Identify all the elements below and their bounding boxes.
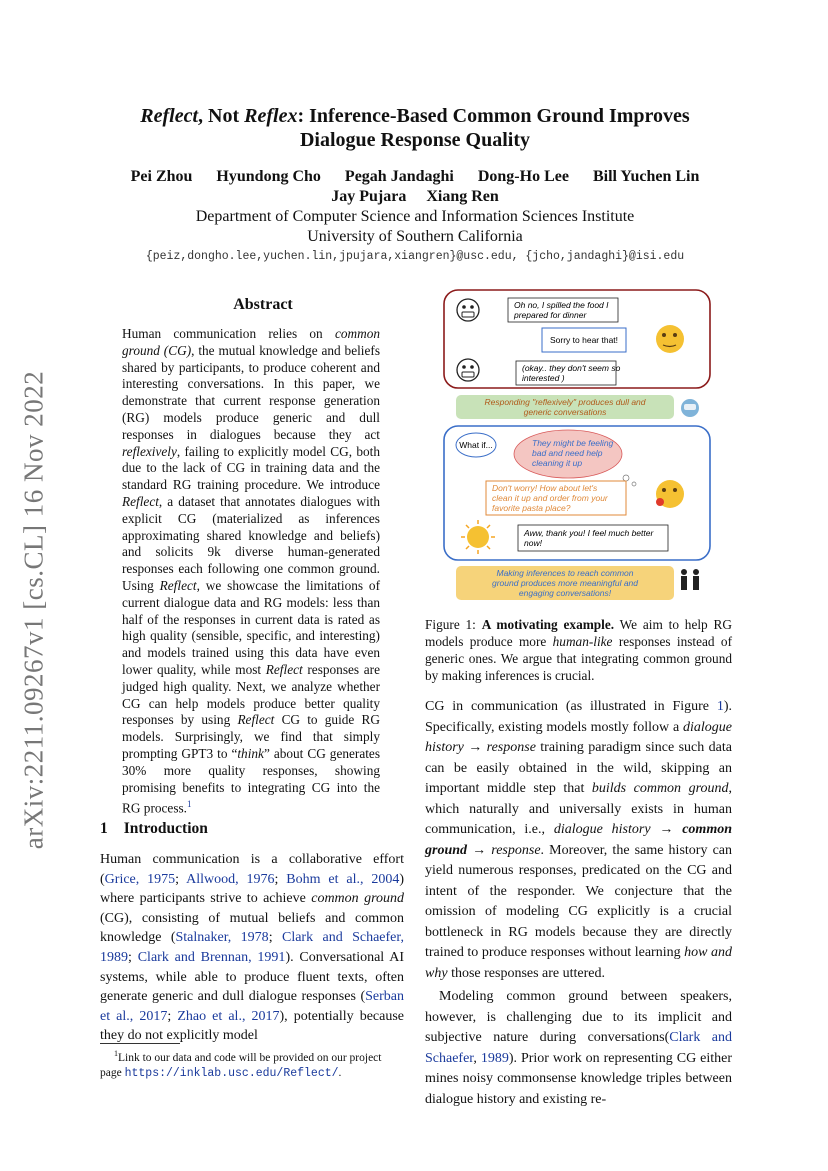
footnote-divider xyxy=(100,1043,180,1044)
two-people-icon xyxy=(681,569,699,590)
affiliation: Department of Computer Science and Information Sciences Institute xyxy=(195,208,635,225)
paragraph: CG in communication (as illustrated in Figure 1). Specifically, existing models mostly follow a dialogue history → response training paradigm since such data can be easily obtained in the wild, skipping an important middle step that builds common ground, which naturally and universally exists in human communication, i.e., dialogue history → common ground → response. Moreover, the same history can yield numerous responses, predicated on the CG and intent of the responder. We conjecture that the omission of modeling CG explicitly is a crucial bottleneck in RG models because they are directly trained to produce responses without learning how and why those responses are uttered. xyxy=(425,699,732,981)
citation-link[interactable]: Bohm et al., 2004 xyxy=(286,871,400,887)
affiliation: University of Southern California xyxy=(307,228,523,245)
figure-ref-link[interactable]: 1 xyxy=(716,699,724,714)
bubble-text: favorite pasta place? xyxy=(492,503,571,513)
citation-link[interactable]: Clark and Schaefer xyxy=(425,1030,732,1066)
author: Dong-Ho Lee xyxy=(477,168,569,185)
bubble-text: (okay.. they don't seem so xyxy=(522,363,621,373)
citation-link[interactable]: Zhao et al., 2017 xyxy=(177,1008,280,1024)
abstract-heading: Abstract xyxy=(233,296,293,313)
worried-face-icon xyxy=(457,359,479,381)
citation-link[interactable]: Serban et al., 2017 xyxy=(100,989,404,1024)
banner-text: engaging conversations! xyxy=(518,588,612,598)
bubble-text: clean it up and order from your xyxy=(492,493,608,503)
banner-text: Making inferences to reach common xyxy=(496,568,634,578)
bubble-text: cleaning it up xyxy=(532,458,583,468)
bubble-text: now! xyxy=(524,538,542,548)
bubble-text: They might be feeling xyxy=(532,438,614,448)
figure-1-caption: Figure 1: A motivating example. We aim to help RG models produce more human-like responses instead of generic ones. We argue that integrating common ground by making inferences is crucial. xyxy=(425,617,732,683)
citation-link[interactable]: Clark and Brennan, 1991 xyxy=(137,949,286,965)
author: Pegah Jandaghi xyxy=(344,168,454,185)
author: Xiang Ren xyxy=(426,188,499,205)
robot-icon xyxy=(681,399,699,417)
abstract-text: Human communication relies on common ground (CG), the mutual knowledge and beliefs shared by participants, to produce coherent and interesting conversations. In this paper, we demonstrate that current response generation (RG) models produce generic and dull responses in dialogues because they act reflexively, failing to explicitly model CG, both due to the lack of CG in training data and the standard RG training procedure. We introduce Reflect, a dataset that annotates dialogues with explicit CG (materialized as inferences approximating shared knowledge and beliefs) and solicits 9k diverse human-generated responses each following one common ground. Using Reflect, we showcase the limitations of current dialogue data and RG models: less than half of the responses in current data is rated as high quality (sensible, specific, and interesting) and models trained using this data have even lower quality, while most Reflect responses are judged high quality. Next, we analyze whether CG can help models produce better quality responses by using Reflect CG to guide RG models. Surprisingly, we find that simply prompting GPT3 to “think” about CG generates 30% more quality responses, showing promising benefits to integrating CG into the RG process.$^1$ xyxy=(122,326,381,816)
introduction-text-continued xyxy=(425,697,732,1110)
bubble-text: bad and need help xyxy=(532,448,603,458)
banner-text: ground produces more meaningful and xyxy=(491,578,639,588)
bubble-text: interested ) xyxy=(522,373,565,383)
citation-link[interactable]: Stalnaker, 1978 xyxy=(175,930,269,946)
author: Pei Zhou xyxy=(130,168,193,185)
banner-text: Responding "reflexively" produces dull and xyxy=(484,397,646,407)
paragraph: Modeling common ground between speakers, however, is challenging due to its implicit and subjective nature during conversations(Clark and Schaefer, 1989). Prior work on representing CG either mines noisy commonsense knowledge triples between dialogue history and existing re- xyxy=(425,989,732,1107)
bubble-text: Oh no, I spilled the food I xyxy=(514,300,609,310)
author: Jay Pujara xyxy=(331,188,407,205)
bubble-text: Sorry to hear that! xyxy=(550,335,619,345)
author: Bill Yuchen Lin xyxy=(592,168,700,185)
citation-link[interactable]: Clark and Schaefer, 1989 xyxy=(100,930,404,965)
thinking-face-icon xyxy=(656,325,684,353)
introduction-text: Human communication is a collaborative effort (Grice, 1975; Allwood, 1976; Bohm et al., 2004) where participants strive to achieve common ground (CG), consisting of mutual beliefs and common knowledge (Stalnaker, 1978; Clark and Schaefer, 1989; Clark and Brennan, 1991). Conversational AI systems, while able to produce fluent texts, often generate generic and dull dialogue responses (Serban et al., 2017; Zhao et al., 2017), potentially because they do not explicitly model xyxy=(100,852,405,1044)
author-emails: {peiz,dongho.lee,yuchen.lin,jpujara,xiangren}@usc.edu, {jcho,jandaghi}@isi.edu xyxy=(145,250,685,263)
worried-face-icon xyxy=(457,299,479,321)
footnote: $^1$Link to our data and code will be provided on our project page https://inklab.usc.edu/Reflect/. xyxy=(100,1049,382,1080)
citation-link[interactable]: Grice, 1975 xyxy=(104,871,176,887)
author: Hyundong Cho xyxy=(216,168,321,185)
banner-text: generic conversations xyxy=(523,407,607,417)
author-list-line1 xyxy=(100,168,730,186)
bubble-text: Don't worry! How about let's xyxy=(492,483,598,493)
arxiv-side-label: arXiv:2211.09267v1 [cs.CL] 16 Nov 2022 xyxy=(18,370,49,850)
hugging-face-icon xyxy=(656,480,684,508)
citation-link[interactable]: 1989 xyxy=(480,1050,509,1066)
citation-link[interactable]: Allwood, 1976 xyxy=(186,871,275,887)
bubble-text: What if... xyxy=(459,440,493,450)
paper-title: Reflect, Not Reflex: Inference-Based Common Ground Improves Dialogue Response Quality xyxy=(140,105,690,151)
section-heading-introduction: 1 Introduction xyxy=(100,820,208,837)
author-list-line2 xyxy=(100,188,730,206)
figure-1-illustration xyxy=(442,288,714,606)
project-url-link[interactable]: https://inklab.usc.edu/Reflect/ xyxy=(124,1066,339,1080)
bubble-text: prepared for dinner xyxy=(514,310,587,320)
bubble-text: Aww, thank you! I feel much better xyxy=(524,528,654,538)
footnote-marker[interactable]: 1 xyxy=(187,799,192,810)
